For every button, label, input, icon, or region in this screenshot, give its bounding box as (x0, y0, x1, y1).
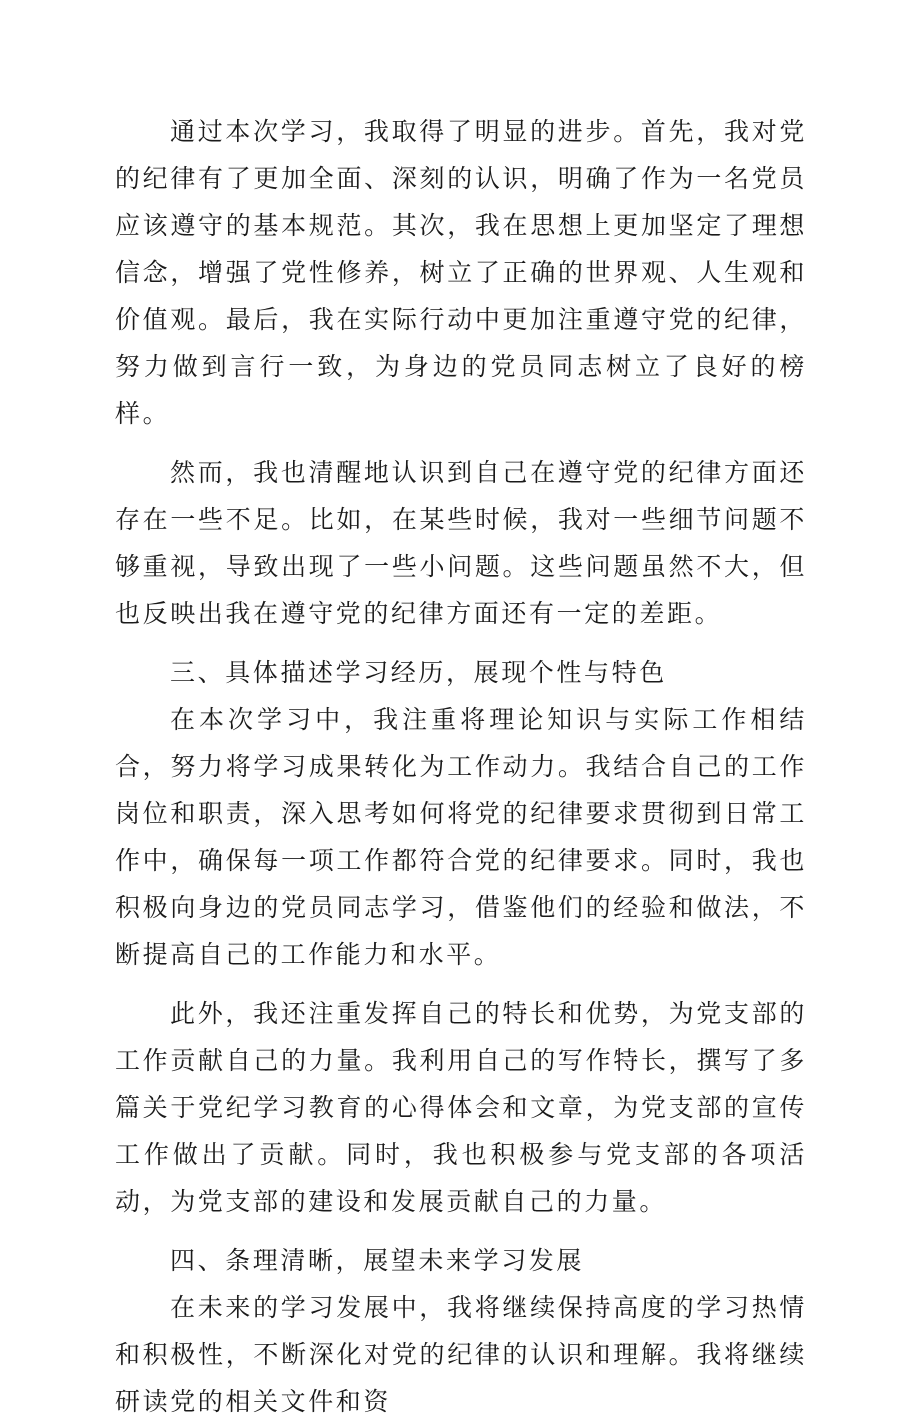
paragraph-learning-experience: 在本次学习中，我注重将理论知识与实际工作相结合，努力将学习成果转化为工作动力。我结合自己的工作岗位和职责，深入思考如何将党的纪律要求贯彻到日常工作中，确保每一项工作都符合党的纪律要求。同时，我也积极向身边的党员同志学习，借鉴他们的经验和做法，不断提高自己的工作能力和水平。 (115, 705, 807, 969)
paragraph-shortcomings: 然而，我也清醒地认识到自己在遵守党的纪律方面还存在一些不足。比如，在某些时候，我对一些细节问题不够重视，导致出现了一些小问题。这些问题虽然不大，但也反映出我在遵守党的纪律方面还有一定的差距。 (115, 458, 807, 628)
paragraph-strengths: 此外，我还注重发挥自己的特长和优势，为党支部的工作贡献自己的力量。我利用自己的写作特长，撰写了多篇关于党纪学习教育的心得体会和文章，为党支部的宣传工作做出了贡献。同时，我也积极参与党支部的各项活动，为党支部的建设和发展贡献自己的力量。 (115, 999, 807, 1216)
section-heading-three: 三、具体描述学习经历，展现个性与特色 (170, 658, 667, 687)
paragraph-progress: 通过本次学习，我取得了明显的进步。首先，我对党的纪律有了更加全面、深刻的认识，明确了作为一名党员应该遵守的基本规范。其次，我在思想上更加坚定了理想信念，增强了党性修养，树立了正确的世界观、人生观和价值观。最后，我在实际行动中更加注重遵守党的纪律，努力做到言行一致，为身边的党员同志树立了良好的榜样。 (115, 117, 807, 428)
document-body (115, 108, 807, 1425)
section-heading-four: 四、条理清晰，展望未来学习发展 (170, 1246, 585, 1275)
paragraph-future-outlook: 在未来的学习发展中，我将继续保持高度的学习热情和积极性，不断深化对党的纪律的认识和理解。我将继续研读党的相关文件和资 (115, 1293, 807, 1416)
